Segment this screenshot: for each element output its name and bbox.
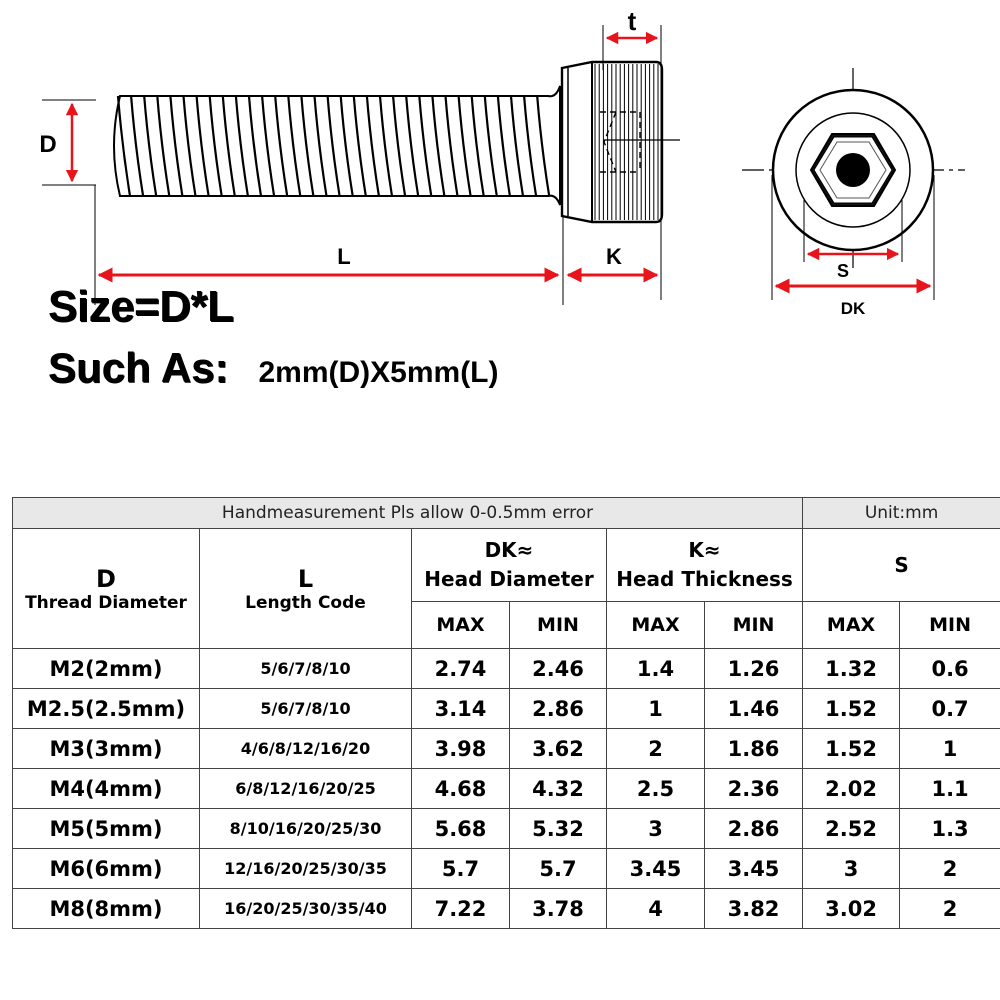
cell-dk-min: 4.32	[510, 769, 607, 809]
thread-line	[485, 96, 497, 196]
cell-s-max: 3.02	[803, 889, 900, 929]
thread-line	[144, 96, 156, 196]
cell-s-max: 3	[803, 849, 900, 889]
thread-line	[432, 96, 444, 196]
cell-k-min: 3.45	[705, 849, 803, 889]
cell-k-min: 1.26	[705, 649, 803, 689]
cell-dk-min: 3.78	[510, 889, 607, 929]
cell-s-min: 1	[900, 729, 1000, 769]
header-l-name: Length Code	[245, 592, 366, 613]
thread-line	[197, 96, 209, 196]
cell-thread: M2.5(2.5mm)	[13, 689, 200, 729]
thread-line	[236, 96, 248, 196]
thread-line	[301, 96, 313, 196]
header-dk-name: Head Diameter	[424, 567, 594, 591]
cell-k-max: 3	[607, 809, 705, 849]
cell-length: 16/20/25/30/35/40	[200, 889, 412, 929]
cell-dk-max: 3.98	[412, 729, 510, 769]
cell-k-min: 1.86	[705, 729, 803, 769]
header-s	[803, 529, 1000, 602]
cell-k-min: 1.46	[705, 689, 803, 729]
thread-line	[367, 96, 379, 196]
header-d-name: Thread Diameter	[25, 592, 187, 613]
label-d: D	[39, 131, 57, 158]
cell-s-max: 1.52	[803, 729, 900, 769]
cell-dk-max: 5.68	[412, 809, 510, 849]
thread-line	[118, 96, 130, 196]
cell-k-max: 1.4	[607, 649, 705, 689]
size-example	[48, 344, 499, 392]
cell-length: 4/6/8/12/16/20	[200, 729, 412, 769]
header-k-symbol: K≈	[688, 538, 721, 562]
cell-s-min: 1.3	[900, 809, 1000, 849]
thread-line	[524, 96, 536, 196]
screw-dimension-diagram	[0, 0, 1000, 480]
cell-dk-min: 2.46	[510, 649, 607, 689]
cell-dk-max: 7.22	[412, 889, 510, 929]
label-l: L	[337, 244, 351, 269]
cell-dk-min: 3.62	[510, 729, 607, 769]
such-as-value: 2mm(D)X5mm(L)	[258, 356, 499, 389]
header-head-diameter	[412, 529, 607, 602]
error-note: Handmeasurement Pls allow 0-0.5mm error	[13, 498, 803, 529]
label-t: t	[627, 6, 637, 36]
cell-length: 5/6/7/8/10	[200, 649, 412, 689]
table-row	[13, 849, 1000, 889]
cell-k-max: 4	[607, 889, 705, 929]
header-k-max: MAX	[607, 602, 705, 649]
thread-line	[275, 96, 287, 196]
thread-line	[380, 96, 392, 196]
cell-dk-min: 5.7	[510, 849, 607, 889]
header-k-name: Head Thickness	[616, 567, 793, 591]
thread-line	[131, 96, 143, 196]
table-note-row	[13, 498, 1000, 529]
header-head-thickness	[607, 529, 803, 602]
thread-line	[328, 96, 340, 196]
cell-k-min: 2.86	[705, 809, 803, 849]
cell-s-min: 1.1	[900, 769, 1000, 809]
screw-threads	[118, 96, 549, 196]
cell-length: 8/10/16/20/25/30	[200, 809, 412, 849]
size-formula: Size=D*L	[48, 282, 234, 331]
cell-k-max: 2.5	[607, 769, 705, 809]
cell-thread: M2(2mm)	[13, 649, 200, 689]
cell-thread: M3(3mm)	[13, 729, 200, 769]
cell-thread: M8(8mm)	[13, 889, 200, 929]
header-l-symbol: L	[297, 564, 314, 593]
thread-line	[223, 96, 235, 196]
thread-line	[472, 96, 484, 196]
cell-dk-max: 3.14	[412, 689, 510, 729]
cell-length: 6/8/12/16/20/25	[200, 769, 412, 809]
such-as-label: Such As:	[48, 344, 229, 391]
unit-note: Unit:mm	[803, 498, 1000, 529]
cell-length: 12/16/20/25/30/35	[200, 849, 412, 889]
thread-line	[288, 96, 300, 196]
label-s: S	[836, 261, 850, 281]
cell-s-min: 2	[900, 889, 1000, 929]
cell-length: 5/6/7/8/10	[200, 689, 412, 729]
table-header-row	[13, 529, 1000, 602]
cell-k-min: 2.36	[705, 769, 803, 809]
cell-s-max: 1.32	[803, 649, 900, 689]
table-row	[13, 689, 1000, 729]
cell-dk-max: 4.68	[412, 769, 510, 809]
table-row	[13, 809, 1000, 849]
cell-s-max: 2.52	[803, 809, 900, 849]
cell-s-min: 0.6	[900, 649, 1000, 689]
thread-line	[511, 96, 523, 196]
thread-line	[262, 96, 274, 196]
cell-dk-max: 5.7	[412, 849, 510, 889]
header-s-min: MIN	[900, 602, 1000, 649]
thread-line	[315, 96, 327, 196]
header-dk-max: MAX	[412, 602, 510, 649]
cell-thread: M6(6mm)	[13, 849, 200, 889]
cell-dk-max: 2.74	[412, 649, 510, 689]
header-k-min: MIN	[705, 602, 803, 649]
cell-dk-min: 5.32	[510, 809, 607, 849]
socket-hole	[836, 153, 870, 187]
cell-thread: M4(4mm)	[13, 769, 200, 809]
header-thread-diameter	[13, 529, 200, 649]
cell-thread: M5(5mm)	[13, 809, 200, 849]
header-length-code	[200, 529, 412, 649]
table-row	[13, 889, 1000, 929]
thread-line	[459, 96, 471, 196]
header-dk-min: MIN	[510, 602, 607, 649]
cell-k-max: 2	[607, 729, 705, 769]
thread-line	[157, 96, 169, 196]
table-row	[13, 729, 1000, 769]
thread-line	[537, 96, 549, 196]
table-row	[13, 649, 1000, 689]
cell-k-min: 3.82	[705, 889, 803, 929]
thread-line	[341, 96, 353, 196]
cell-s-max: 2.02	[803, 769, 900, 809]
thread-line	[249, 96, 261, 196]
cell-s-min: 0.7	[900, 689, 1000, 729]
thread-line	[210, 96, 222, 196]
thread-line	[184, 96, 196, 196]
header-s-max: MAX	[803, 602, 900, 649]
thread-line	[446, 96, 458, 196]
label-k: K	[606, 244, 622, 269]
header-s-symbol: S	[894, 552, 909, 577]
label-dk: DK	[840, 299, 866, 318]
thread-line	[393, 96, 405, 196]
cell-dk-min: 2.86	[510, 689, 607, 729]
header-dk-symbol: DK≈	[484, 538, 534, 562]
screw-end-view	[742, 68, 965, 300]
cell-s-max: 1.52	[803, 689, 900, 729]
thread-line	[354, 96, 366, 196]
cell-k-max: 1	[607, 689, 705, 729]
screw-side-view	[114, 62, 680, 222]
table-row	[13, 769, 1000, 809]
thread-line	[498, 96, 510, 196]
thread-line	[406, 96, 418, 196]
cell-s-min: 2	[900, 849, 1000, 889]
thread-line	[170, 96, 182, 196]
thread-line	[419, 96, 431, 196]
cell-k-max: 3.45	[607, 849, 705, 889]
spec-table	[12, 497, 1000, 929]
header-d-symbol: D	[96, 564, 116, 593]
